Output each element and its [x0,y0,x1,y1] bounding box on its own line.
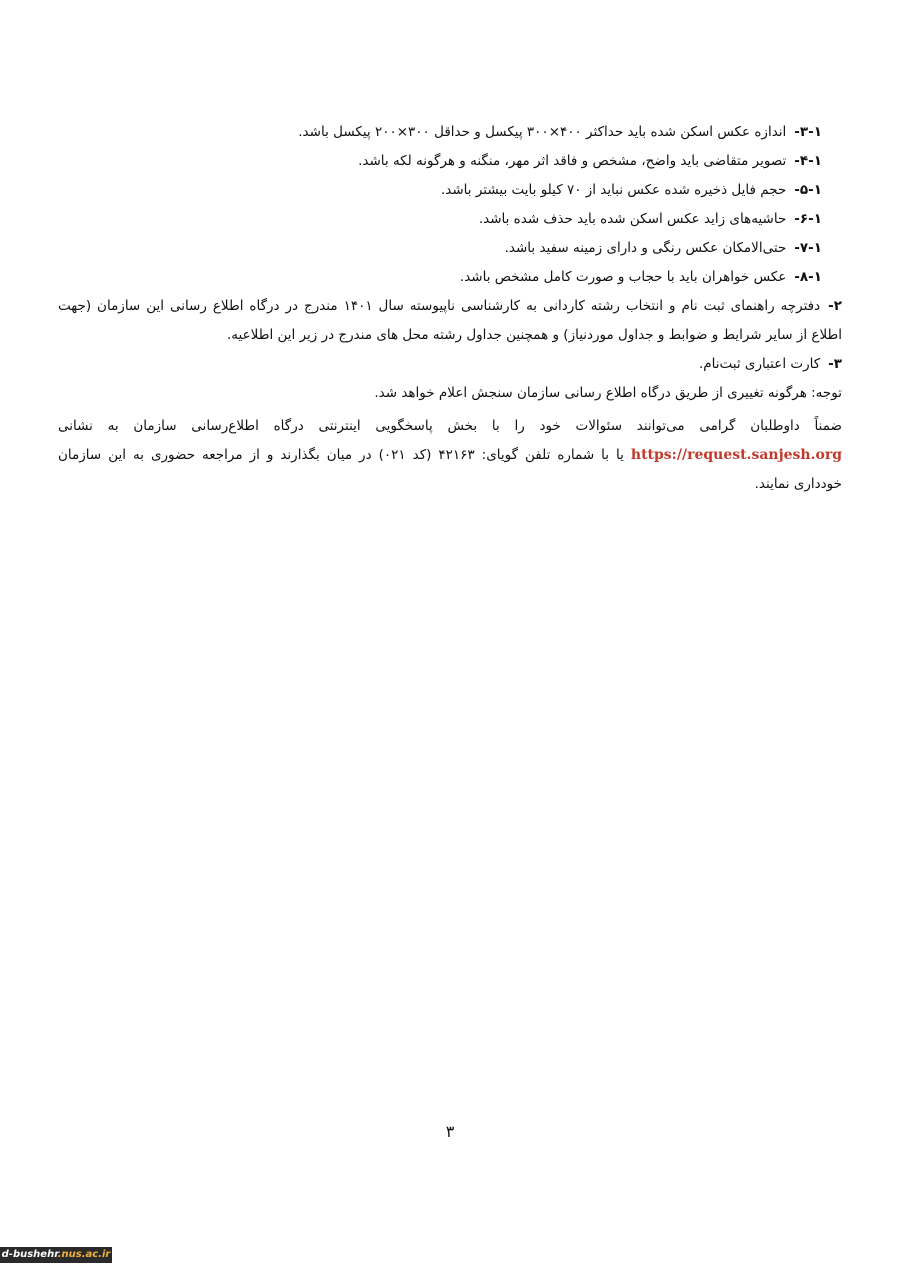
contact-text-after: یا با شماره تلفن گویای: ۴۲۱۶۳ (کد ۰۲۱) در میان بگذارند و از مراجعه حضوری به این سازمان خودداری نمایند. [58,447,842,492]
section-3-text: کارت اعتباری ثبت‌نام. [699,356,821,372]
section-3-paragraph [58,350,842,379]
photo-requirements-list [58,118,842,292]
item-number: ۴-۱- [794,153,822,169]
item-text: تصویر متقاضی باید واضح، مشخص و فاقد اثر مهر، منگنه و هرگونه لکه باشد. [358,153,787,169]
item-text: اندازه عکس اسکن شده باید حداکثر ۴۰۰×۳۰۰ پیکسل و حداقل ۳۰۰×۲۰۰ پیکسل باشد. [298,124,787,140]
section-2-paragraph [58,292,842,350]
item-text: حاشیه‌های زاید عکس اسکن شده باید حذف شده باشد. [478,211,787,227]
list-item [58,176,822,205]
list-item [58,263,822,292]
contact-paragraph [58,412,842,499]
list-item [58,118,822,147]
item-text: عکس خواهران باید با حجاب و صورت کامل مشخص باشد. [459,269,787,285]
list-item [58,147,822,176]
item-text: حجم فایل ذخیره شده عکس نباید از ۷۰ کیلو بایت بیشتر باشد. [440,182,787,198]
item-number: ۷-۱- [794,240,822,256]
section-2-text: دفترچه راهنمای ثبت نام و انتخاب رشته کاردانی به کارشناسی ناپیوسته سال ۱۴۰۱ مندرج در درگاه اطلاع رسانی این سازمان (جهت اطلاع از سایر شرایط و ضوابط و جداول موردنیاز) و همچنین جداول رشته محل های مندرج در زیر این اطلاعیه. [58,298,842,343]
list-item [58,205,822,234]
contact-text-before: ضمناً داوطلبان گرامی می‌توانند سئوالات خود را با بخش پاسخگویی اینترنتی درگاه اطلاع‌رسانی سازمان به نشانی [58,418,842,434]
item-number: ۵-۱- [794,182,822,198]
page-number: ۳ [445,1122,455,1141]
section-2-number: ۲- [828,298,842,314]
item-text: حتی‌الامکان عکس رنگی و دارای زمینه سفید باشد. [504,240,787,256]
item-number: ۶-۱- [794,211,822,227]
list-item [58,234,822,263]
item-number: ۸-۱- [794,269,822,285]
note-paragraph: توجه: هرگونه تغییری از طریق درگاه اطلاع رسانی سازمان سنجش اعلام خواهد شد. [374,385,842,401]
document-body [58,118,842,499]
item-number: ۳-۱- [794,124,822,140]
request-url-link[interactable]: https://request.sanjesh.org [630,447,842,463]
watermark-prefix: d-bushehr [1,1249,58,1260]
site-watermark [0,1247,112,1263]
section-3-number: ۳- [828,356,842,372]
watermark-suffix: .nus.ac.ir [57,1249,111,1260]
